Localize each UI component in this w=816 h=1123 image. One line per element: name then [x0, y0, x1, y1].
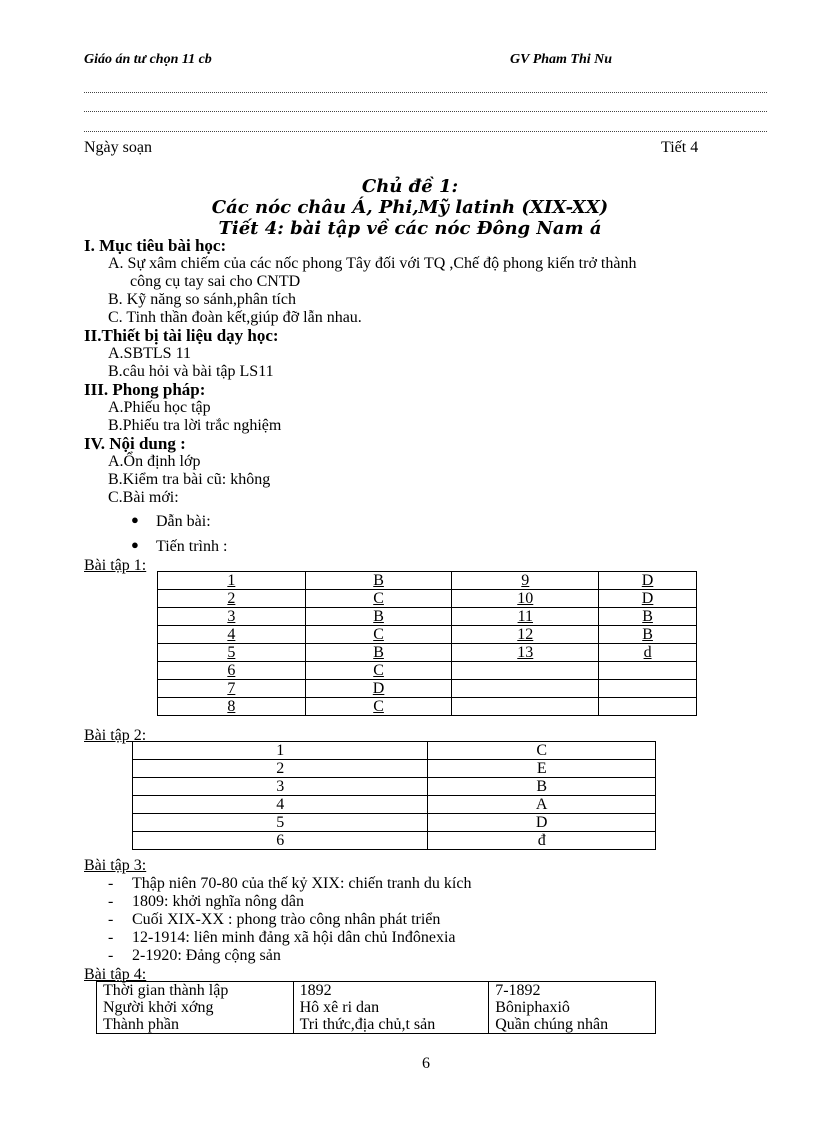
table-cell — [305, 626, 452, 644]
ex4-cell-line: 1892 — [299, 982, 332, 999]
table-row — [133, 832, 656, 850]
cell-value: D — [641, 590, 654, 607]
objective-c: C. Tinh thần đoàn kết,giúp đỡ lẫn nhau. — [108, 309, 362, 326]
table-row — [158, 608, 697, 626]
dotted-line — [84, 131, 767, 132]
cell-value: 1 — [227, 572, 236, 589]
section-3-title: III. Phong pháp: — [84, 380, 206, 399]
table-cell — [305, 590, 452, 608]
list-item-text: Cuối XIX-XX : phong trào công nhân phát triển — [132, 911, 441, 928]
content-c: C.Bài mới: — [108, 489, 179, 506]
table-row — [133, 796, 656, 814]
table-cell — [158, 680, 306, 698]
table-cell — [452, 572, 599, 590]
bullet-icon: ● — [131, 512, 139, 527]
exercise-4-table — [96, 981, 656, 1034]
table-cell — [158, 572, 306, 590]
cell-value: 6 — [227, 662, 236, 679]
table-cell — [599, 698, 697, 716]
dotted-line — [84, 92, 767, 93]
lesson-label: Tiết 4 — [661, 139, 699, 156]
dash-icon: - — [108, 893, 114, 910]
table-cell — [158, 608, 306, 626]
cell-value: B — [373, 608, 384, 625]
table-cell — [452, 698, 599, 716]
ex4-cell-line: 7-1892 — [495, 982, 541, 999]
table-cell — [305, 698, 452, 716]
ex4-cell-line: Quần chúng nhân — [495, 1016, 609, 1033]
table-cell — [158, 698, 306, 716]
cell-value: D — [641, 572, 654, 589]
cell-value: B — [642, 608, 653, 625]
table-row — [158, 644, 697, 662]
list-item — [108, 875, 471, 893]
cell-value: 13 — [517, 644, 534, 661]
ex4-cell — [489, 982, 656, 1034]
table-cell — [158, 626, 306, 644]
table-row — [133, 778, 656, 796]
cell-value: 12 — [517, 626, 534, 643]
cell-value: B — [642, 626, 653, 643]
dash-icon: - — [108, 875, 114, 892]
table-cell: đ — [428, 832, 656, 850]
section-1-title: I. Mục tiêu bài học: — [84, 236, 227, 255]
table-row — [133, 814, 656, 832]
list-item — [108, 947, 281, 965]
table-row — [158, 590, 697, 608]
table-row — [158, 698, 697, 716]
content-b: B.Kiểm tra bài cũ: không — [108, 471, 271, 488]
cell-value: d — [643, 644, 652, 661]
topic-title: Chủ đề 1: — [361, 176, 459, 197]
objective-a: A. Sự xâm chiếm của các nốc phong Tây đối với TQ ,Chế độ phong kiến trở thành — [108, 255, 637, 272]
content-a: A.Ổn định lớp — [108, 453, 201, 470]
content-d1: Dẫn bài: — [156, 513, 211, 530]
table-cell: 2 — [133, 760, 428, 778]
table-cell: 6 — [133, 832, 428, 850]
table-cell — [305, 680, 452, 698]
list-item — [108, 893, 304, 911]
list-item — [108, 929, 455, 947]
table-cell — [305, 572, 452, 590]
table-cell: D — [428, 814, 656, 832]
table-cell — [305, 644, 452, 662]
ex4-cell-line: Thành phần — [103, 1016, 179, 1033]
header-right: GV Pham Thi Nu — [510, 52, 613, 67]
exercise-2-table — [132, 741, 656, 850]
exercise-2-label: Bài tập 2: — [84, 727, 147, 744]
table-cell — [452, 680, 599, 698]
dash-icon: - — [108, 911, 114, 928]
equipment-a: A.SBTLS 11 — [108, 345, 191, 362]
table-cell — [452, 608, 599, 626]
table-row — [133, 760, 656, 778]
section-2-title: II.Thiết bị tài liệu dạy học: — [84, 326, 279, 345]
table-cell — [452, 644, 599, 662]
header-left: Giáo án tư chọn 11 cb — [84, 52, 212, 67]
dash-icon: - — [108, 947, 114, 964]
table-cell — [158, 590, 306, 608]
table-cell — [158, 644, 306, 662]
page-number: 6 — [422, 1055, 430, 1072]
objective-b: B. Kỹ năng so sánh,phân tích — [108, 291, 296, 308]
list-item-text: 1809: khởi nghĩa nông dân — [132, 893, 304, 910]
table-cell — [452, 626, 599, 644]
table-row — [133, 742, 656, 760]
ex4-cell-line: Thời gian thành lập — [103, 982, 229, 999]
table-cell — [599, 662, 697, 680]
cell-value: 3 — [227, 608, 236, 625]
objective-a-cont: công cụ tay sai cho CNTD — [130, 273, 301, 290]
method-b: B.Phiếu tra lời trắc nghiệm — [108, 417, 282, 434]
cell-value: C — [373, 698, 384, 715]
cell-value: 7 — [227, 680, 236, 697]
table-cell — [599, 680, 697, 698]
exercise-4-label: Bài tập 4: — [84, 966, 147, 983]
cell-value: 2 — [227, 590, 236, 607]
table-cell — [452, 590, 599, 608]
table-cell: C — [428, 742, 656, 760]
table-cell: 4 — [133, 796, 428, 814]
cell-value: 5 — [227, 644, 236, 661]
table-cell: 3 — [133, 778, 428, 796]
exercise-3-label: Bài tập 3: — [84, 857, 147, 874]
list-item-text: 2-1920: Đảng cộng sản — [132, 947, 281, 964]
section-4-title: IV. Nội dung : — [84, 434, 186, 453]
ex4-cell-line: Tri thức,địa chủ,t sản — [299, 1016, 436, 1033]
table-cell — [599, 644, 697, 662]
table-cell — [599, 590, 697, 608]
cell-value: 10 — [517, 590, 534, 607]
table-cell: 5 — [133, 814, 428, 832]
dash-icon: - — [108, 929, 114, 946]
equipment-b: B.câu hỏi và bài tập LS11 — [108, 363, 274, 380]
ex4-cell-line: Người khởi xớng — [103, 999, 214, 1016]
list-item-text: Thập niên 70-80 của thế kỷ XIX: chiến tranh du kích — [132, 875, 472, 892]
cell-value: D — [372, 680, 385, 697]
table-row — [158, 626, 697, 644]
table-cell — [599, 572, 697, 590]
table-cell — [305, 662, 452, 680]
exercise-1-table — [157, 571, 697, 716]
cell-value: B — [373, 572, 384, 589]
cell-value: 8 — [227, 698, 236, 715]
table-cell: E — [428, 760, 656, 778]
table-row — [158, 680, 697, 698]
ex4-cell — [97, 982, 294, 1034]
cell-value: C — [373, 590, 384, 607]
table-cell: B — [428, 778, 656, 796]
cell-value: 9 — [521, 572, 530, 589]
cell-value: C — [373, 662, 384, 679]
date-label: Ngày soạn — [84, 139, 152, 156]
cell-value: C — [373, 626, 384, 643]
topic-subtitle: Các nóc châu Á, Phi,Mỹ latinh (XIX-XX) — [211, 197, 609, 218]
table-row — [158, 662, 697, 680]
cell-value: B — [373, 644, 384, 661]
table-cell: A — [428, 796, 656, 814]
ex4-cell — [293, 982, 489, 1034]
bullet-icon: ● — [131, 537, 139, 552]
list-item-text: 12-1914: liên minh đảng xã hội dân chủ Inđônexia — [132, 929, 456, 946]
dotted-line — [84, 111, 767, 112]
content-d2: Tiến trình : — [156, 538, 228, 555]
ex4-cell-line: Bôniphaxiô — [495, 999, 570, 1016]
table-cell — [158, 662, 306, 680]
table-cell — [599, 608, 697, 626]
cell-value: 11 — [517, 608, 533, 625]
table-row — [158, 572, 697, 590]
table-cell: 1 — [133, 742, 428, 760]
method-a: A.Phiếu học tập — [108, 399, 211, 416]
exercise-1-label: Bài tập 1: — [84, 557, 147, 574]
lesson-title: Tiết 4: bài tập về các nóc Đông Nam á — [218, 218, 602, 239]
table-cell — [305, 608, 452, 626]
ex4-cell-line: Hô xê ri dan — [299, 999, 380, 1016]
list-item — [108, 911, 440, 929]
table-cell — [599, 626, 697, 644]
table-cell — [452, 662, 599, 680]
cell-value: 4 — [227, 626, 236, 643]
